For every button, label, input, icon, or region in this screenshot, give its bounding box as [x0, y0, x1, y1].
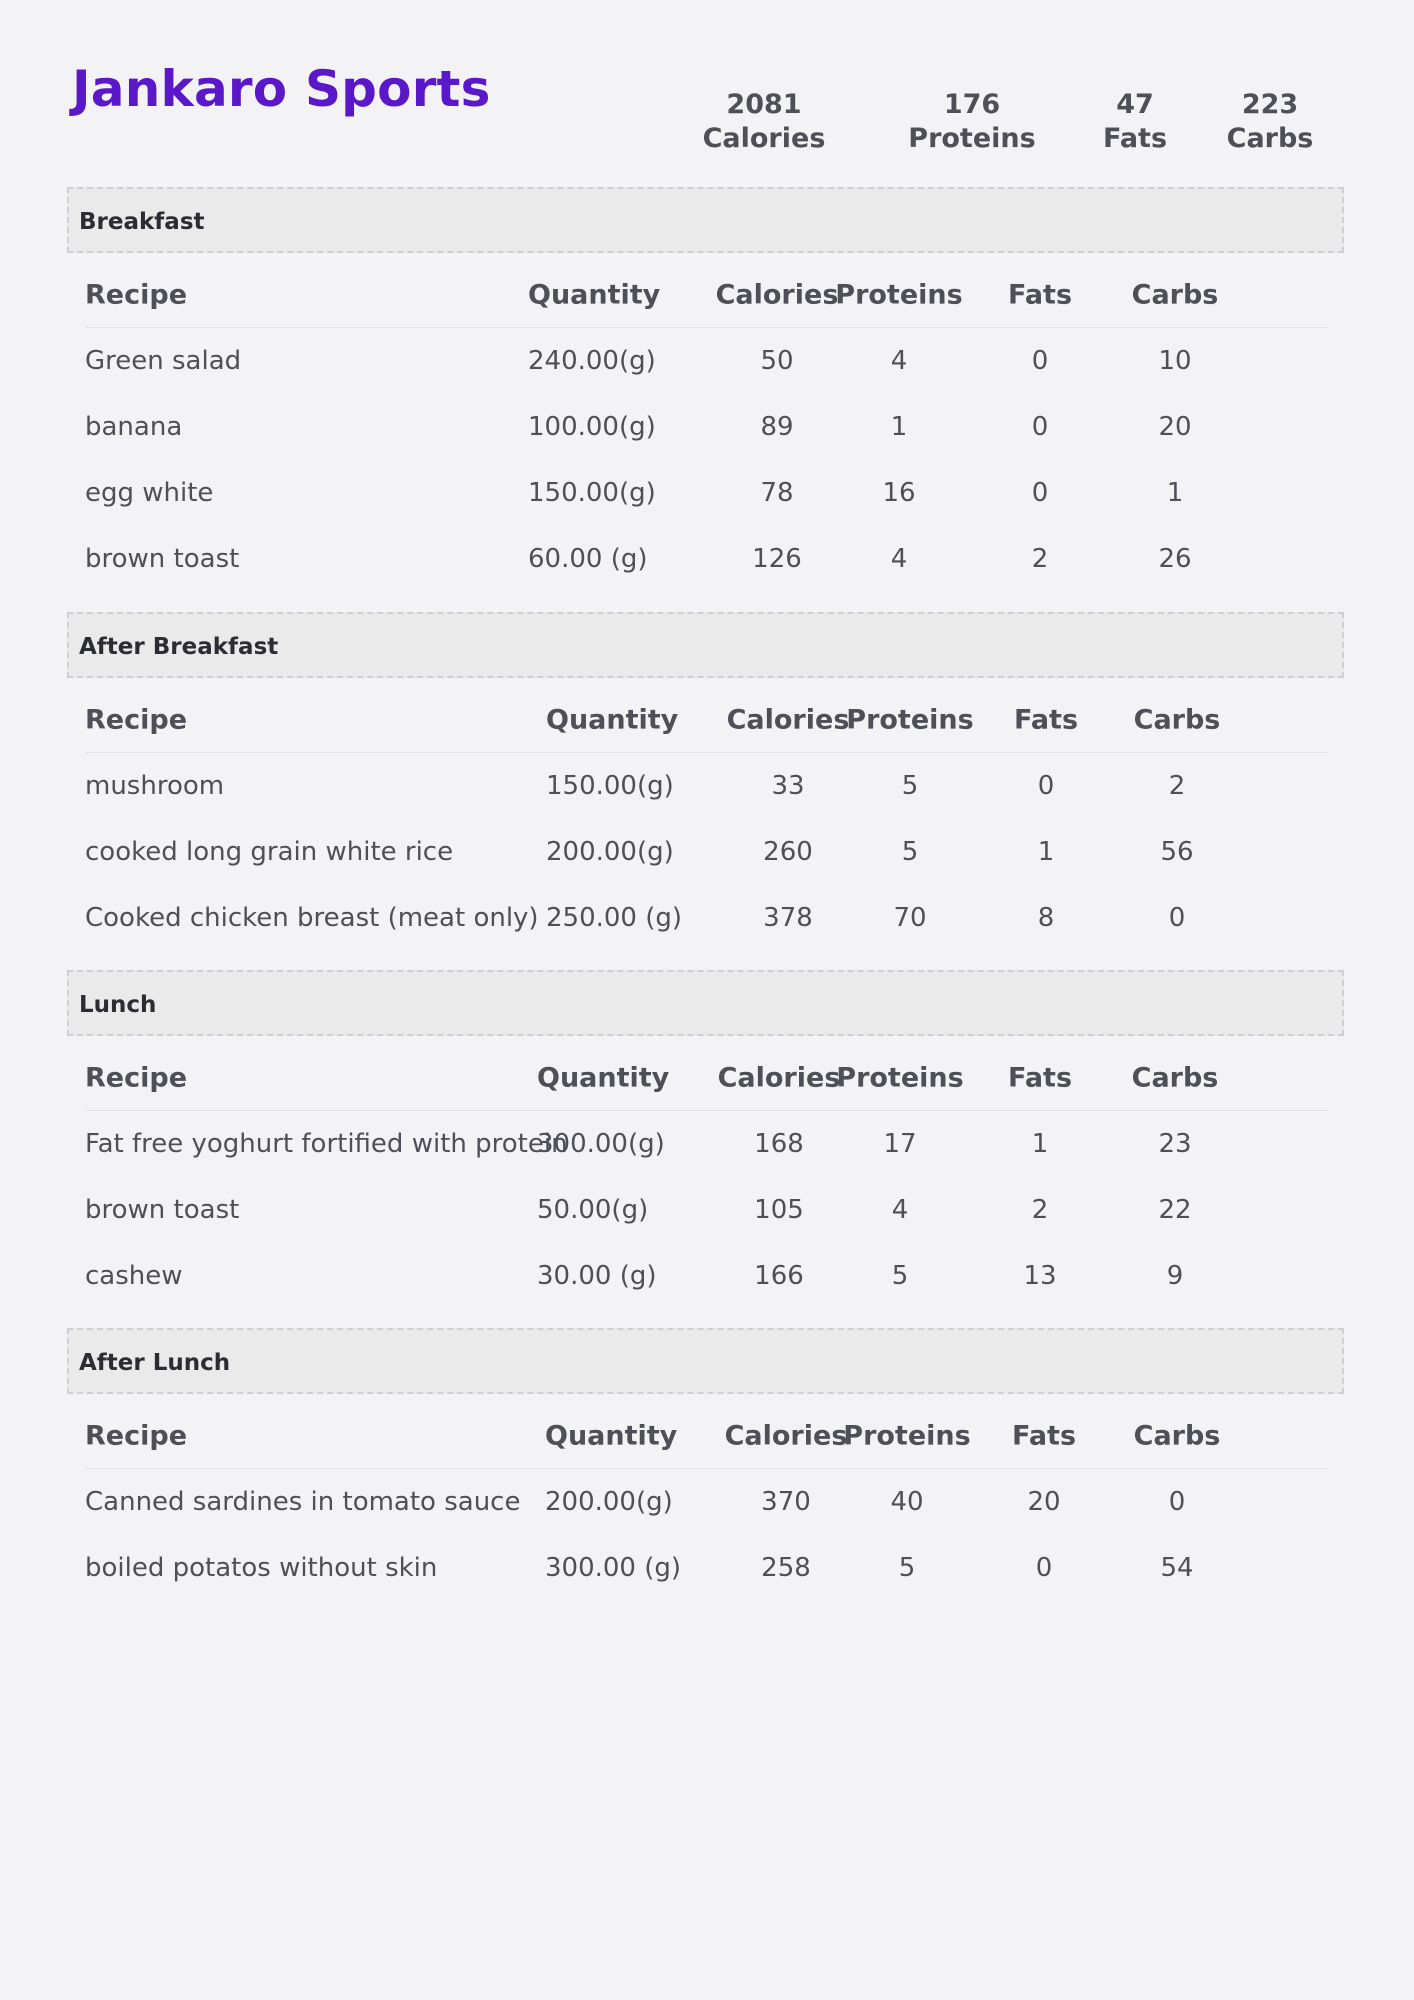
table-row: [85, 394, 1328, 460]
section-bar: [67, 1328, 1344, 1394]
cell-quantity: 300.00(g): [537, 1129, 665, 1159]
cell-proteins: 4: [890, 544, 908, 574]
total-fats-label: Fats: [1102, 123, 1168, 154]
cell-carbs: 23: [1158, 1129, 1192, 1159]
cell-recipe: cashew: [85, 1261, 183, 1291]
cell-quantity: 200.00(g): [545, 1487, 673, 1517]
cell-fats: 8: [1037, 903, 1055, 933]
header-fats: Fats: [1007, 1062, 1073, 1093]
cell-recipe: cooked long grain white rice: [85, 837, 454, 867]
section-title: Breakfast: [79, 209, 205, 235]
table-row: [85, 885, 1328, 951]
cell-quantity: 250.00 (g): [546, 903, 683, 933]
meal-table: [85, 1045, 1328, 1309]
header-calories: Calories: [715, 279, 839, 310]
cell-quantity: 300.00 (g): [545, 1553, 682, 1583]
cell-carbs: 0: [1168, 903, 1186, 933]
section-title: After Breakfast: [79, 634, 279, 660]
cell-carbs: 20: [1158, 412, 1192, 442]
header-fats: Fats: [1013, 704, 1079, 735]
table-row: [85, 753, 1328, 819]
header-carbs: Carbs: [1131, 1062, 1219, 1093]
header-recipe: Recipe: [85, 1062, 188, 1093]
header-calories: Calories: [726, 704, 850, 735]
header-quantity: Quantity: [537, 1062, 670, 1093]
cell-quantity: 150.00(g): [528, 478, 656, 508]
total-carbs: [1170, 88, 1370, 156]
table-header: [85, 687, 1328, 753]
cell-fats: 1: [1037, 837, 1055, 867]
cell-recipe: egg white: [85, 478, 214, 508]
header-proteins: Proteins: [835, 279, 963, 310]
cell-quantity: 240.00(g): [528, 346, 656, 376]
cell-fats: 0: [1037, 771, 1055, 801]
header-proteins: Proteins: [836, 1062, 964, 1093]
cell-quantity: 150.00(g): [546, 771, 674, 801]
meal-table: [85, 262, 1328, 592]
header-fats: Fats: [1011, 1420, 1077, 1451]
cell-carbs: 26: [1158, 544, 1192, 574]
header-calories: Calories: [724, 1420, 848, 1451]
cell-recipe: brown toast: [85, 544, 240, 574]
cell-calories: 126: [752, 544, 802, 574]
header-carbs: Carbs: [1133, 1420, 1221, 1451]
cell-fats: 13: [1023, 1261, 1057, 1291]
cell-calories: 78: [760, 478, 794, 508]
cell-proteins: 5: [891, 1261, 909, 1291]
meal-table: [85, 687, 1328, 951]
cell-recipe: Fat free yoghurt fortified with protein: [85, 1129, 568, 1159]
cell-calories: 89: [760, 412, 794, 442]
brand-title: Jankaro Sports: [72, 60, 491, 118]
cell-calories: 258: [761, 1553, 811, 1583]
header-quantity: Quantity: [545, 1420, 678, 1451]
cell-quantity: 200.00(g): [546, 837, 674, 867]
cell-proteins: 17: [883, 1129, 917, 1159]
meal-table: [85, 1403, 1328, 1601]
cell-carbs: 56: [1160, 837, 1194, 867]
header-recipe: Recipe: [85, 1420, 188, 1451]
cell-fats: 0: [1031, 478, 1049, 508]
table-header: [85, 1045, 1328, 1111]
cell-proteins: 4: [890, 346, 908, 376]
header-carbs: Carbs: [1133, 704, 1221, 735]
total-fats-value: 47: [1116, 89, 1154, 120]
header-quantity: Quantity: [546, 704, 679, 735]
cell-fats: 1: [1031, 1129, 1049, 1159]
total-carbs-value: 223: [1241, 89, 1299, 120]
total-calories-value: 2081: [726, 89, 802, 120]
table-row: [85, 1469, 1328, 1535]
cell-proteins: 5: [898, 1553, 916, 1583]
table-row: [85, 1111, 1328, 1177]
cell-recipe: Green salad: [85, 346, 242, 376]
header-quantity: Quantity: [528, 279, 661, 310]
cell-carbs: 1: [1166, 478, 1184, 508]
cell-proteins: 5: [901, 771, 919, 801]
total-proteins-value: 176: [943, 89, 1001, 120]
table-header: [85, 262, 1328, 328]
cell-calories: 378: [763, 903, 813, 933]
cell-recipe: banana: [85, 412, 183, 442]
cell-proteins: 5: [901, 837, 919, 867]
cell-recipe: Cooked chicken breast (meat only): [85, 903, 539, 933]
cell-fats: 20: [1027, 1487, 1061, 1517]
table-row: [85, 328, 1328, 394]
header-fats: Fats: [1007, 279, 1073, 310]
cell-carbs: 0: [1168, 1487, 1186, 1517]
total-carbs-label: Carbs: [1226, 123, 1314, 154]
header-recipe: Recipe: [85, 704, 188, 735]
cell-fats: 0: [1035, 1553, 1053, 1583]
cell-proteins: 1: [890, 412, 908, 442]
cell-carbs: 9: [1166, 1261, 1184, 1291]
table-row: [85, 1535, 1328, 1601]
table-row: [85, 1243, 1328, 1309]
table-row: [85, 819, 1328, 885]
table-row: [85, 460, 1328, 526]
header-proteins: Proteins: [846, 704, 974, 735]
header-proteins: Proteins: [843, 1420, 971, 1451]
cell-fats: 0: [1031, 346, 1049, 376]
cell-calories: 50: [760, 346, 794, 376]
header-calories: Calories: [717, 1062, 841, 1093]
table-row: [85, 526, 1328, 592]
cell-recipe: Canned sardines in tomato sauce: [85, 1487, 521, 1517]
cell-calories: 168: [754, 1129, 804, 1159]
cell-carbs: 22: [1158, 1195, 1192, 1225]
total-proteins-label: Proteins: [908, 123, 1036, 154]
section-bar: [67, 187, 1344, 253]
cell-quantity: 50.00(g): [537, 1195, 649, 1225]
table-row: [85, 1177, 1328, 1243]
cell-quantity: 60.00 (g): [528, 544, 648, 574]
cell-recipe: brown toast: [85, 1195, 240, 1225]
section-title: Lunch: [79, 992, 157, 1018]
cell-quantity: 30.00 (g): [537, 1261, 657, 1291]
cell-proteins: 70: [893, 903, 927, 933]
cell-quantity: 100.00(g): [528, 412, 656, 442]
cell-calories: 105: [754, 1195, 804, 1225]
total-calories-label: Calories: [702, 123, 826, 154]
cell-carbs: 10: [1158, 346, 1192, 376]
header-carbs: Carbs: [1131, 279, 1219, 310]
header-recipe: Recipe: [85, 279, 188, 310]
table-header: [85, 1403, 1328, 1469]
cell-fats: 2: [1031, 1195, 1049, 1225]
section-bar: [67, 970, 1344, 1036]
daily-totals: [0, 88, 1414, 168]
total-calories: [664, 88, 864, 156]
cell-proteins: 4: [891, 1195, 909, 1225]
cell-carbs: 2: [1168, 771, 1186, 801]
cell-calories: 260: [763, 837, 813, 867]
cell-fats: 2: [1031, 544, 1049, 574]
cell-calories: 166: [754, 1261, 804, 1291]
cell-recipe: boiled potatos without skin: [85, 1553, 438, 1583]
cell-calories: 370: [761, 1487, 811, 1517]
cell-carbs: 54: [1160, 1553, 1194, 1583]
cell-proteins: 16: [882, 478, 916, 508]
cell-fats: 0: [1031, 412, 1049, 442]
section-title: After Lunch: [79, 1350, 231, 1376]
cell-recipe: mushroom: [85, 771, 225, 801]
cell-proteins: 40: [890, 1487, 924, 1517]
cell-calories: 33: [771, 771, 805, 801]
section-bar: [67, 612, 1344, 678]
